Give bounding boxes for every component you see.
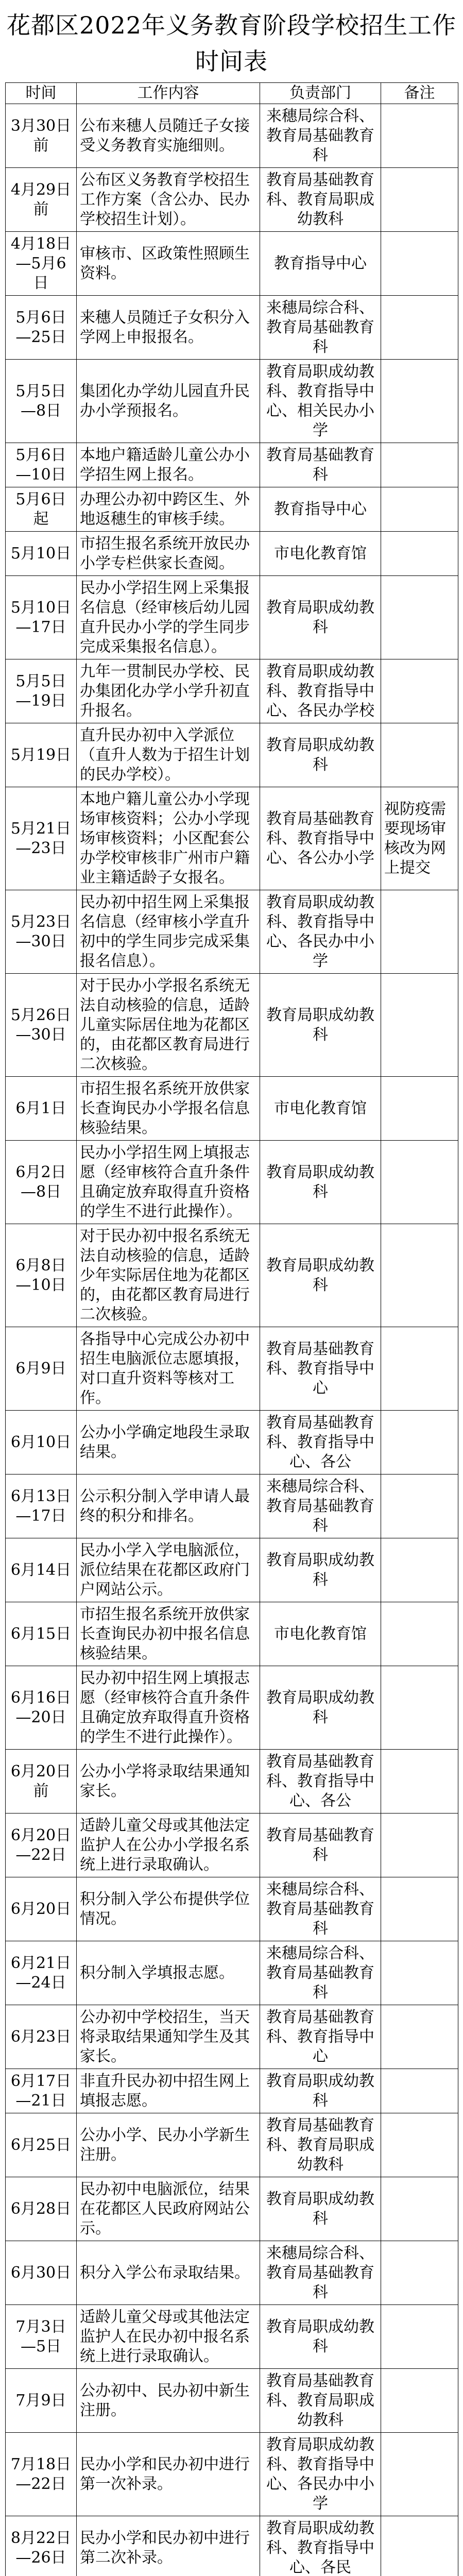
cell-remarks (381, 659, 458, 723)
table-row (6, 2369, 458, 2433)
cell-remarks (381, 1814, 458, 1877)
cell-time: 6月13日—17日 (6, 1475, 77, 1538)
cell-department: 教育局职成幼教科、教育指导中心、各民办中小学 (260, 2433, 381, 2516)
cell-time: 6月17日—21日 (6, 2069, 77, 2113)
cell-time: 5月6日起 (6, 487, 77, 532)
cell-remarks (381, 1538, 458, 1602)
table-row (6, 1475, 458, 1538)
table-row (6, 1602, 458, 1666)
cell-remarks (381, 1602, 458, 1666)
cell-remarks (381, 532, 458, 576)
cell-remarks (381, 1077, 458, 1141)
table-row (6, 659, 458, 723)
cell-time: 7月3日—5日 (6, 2305, 77, 2369)
cell-time: 6月20日前 (6, 1750, 77, 1814)
table-row (6, 2241, 458, 2305)
cell-work-content: 市招生报名系统开放供家长查询民办初中报名信息核验结果。 (77, 1602, 260, 1666)
table-row (6, 1141, 458, 1224)
cell-work-content: 公办初中学校招生，当天将录取结果通知学生及其家长。 (77, 2005, 260, 2069)
cell-time: 5月6日—10日 (6, 443, 77, 487)
cell-department: 教育局基础教育科、教育局职成幼教科 (260, 2369, 381, 2433)
cell-remarks (381, 168, 458, 232)
cell-remarks (381, 296, 458, 360)
column-header-content: 工作内容 (77, 83, 260, 104)
cell-department: 教育局基础教育科、教育指导中心、各公 (260, 1750, 381, 1814)
cell-remarks (381, 723, 458, 787)
cell-time: 6月9日 (6, 1327, 77, 1411)
cell-department: 教育局职成幼教科、教育指导中心、各民办中小学 (260, 890, 381, 974)
column-header-remarks: 备注 (381, 83, 458, 104)
cell-department: 教育指导中心 (260, 232, 381, 296)
cell-remarks (381, 1877, 458, 1941)
cell-time: 5月10日—17日 (6, 576, 77, 659)
table-row (6, 2113, 458, 2177)
cell-time: 6月10日 (6, 1411, 77, 1475)
cell-work-content: 民办初中电脑派位，结果在花都区人民政府网站公示。 (77, 2177, 260, 2241)
cell-remarks (381, 1750, 458, 1814)
cell-remarks (381, 890, 458, 974)
cell-department: 教育局基础教育科 (260, 1814, 381, 1877)
table-row (6, 532, 458, 576)
cell-department: 市电化教育馆 (260, 532, 381, 576)
cell-remarks (381, 974, 458, 1077)
cell-time: 4月18日—5月6日 (6, 232, 77, 296)
table-row (6, 723, 458, 787)
cell-work-content: 来穗人员随迁子女积分入学网上申报报名。 (77, 296, 260, 360)
cell-work-content: 民办小学和民办初中进行第一次补录。 (77, 2433, 260, 2516)
cell-department: 来穗局综合科、教育局基础教育科 (260, 296, 381, 360)
cell-time: 6月2日—8日 (6, 1141, 77, 1224)
cell-remarks (381, 2005, 458, 2069)
cell-time: 6月25日 (6, 2113, 77, 2177)
cell-remarks (381, 360, 458, 443)
cell-time: 6月8日—10日 (6, 1224, 77, 1327)
cell-time: 5月23日—30日 (6, 890, 77, 974)
cell-work-content: 本地户籍儿童公办小学现场审核资料；公办小学现场审核资料；小区配套公办学校审核非广州市户籍业主籍适龄子女报名。 (77, 787, 260, 890)
cell-work-content: 公布来穗人员随迁子女接受义务教育实施细则。 (77, 104, 260, 168)
cell-department: 教育局职成幼教科 (260, 576, 381, 659)
table-row (6, 487, 458, 532)
cell-time: 6月21日—24日 (6, 1941, 77, 2005)
table-row (6, 1411, 458, 1475)
cell-department: 教育局基础教育科、教育指导中心 (260, 2005, 381, 2069)
cell-time: 3月30日前 (6, 104, 77, 168)
cell-work-content: 集团化办学幼儿园直升民办小学预报名。 (77, 360, 260, 443)
cell-time: 7月18日—22日 (6, 2433, 77, 2516)
cell-work-content: 民办初中招生网上填报志愿（经审核符合直升条件且确定放弃取得直升资格的学生不进行此操作）。 (77, 1666, 260, 1750)
cell-time: 5月19日 (6, 723, 77, 787)
cell-time: 5月6日—25日 (6, 296, 77, 360)
table-row (6, 1814, 458, 1877)
cell-time: 5月21日—23日 (6, 787, 77, 890)
table-row (6, 890, 458, 974)
cell-department: 教育局职成幼教科 (260, 2069, 381, 2113)
table-row (6, 104, 458, 168)
cell-department: 教育局职成幼教科 (260, 1224, 381, 1327)
cell-remarks (381, 2516, 458, 2576)
cell-remarks (381, 1224, 458, 1327)
cell-remarks (381, 1141, 458, 1224)
cell-work-content: 公办初中、民办初中新生注册。 (77, 2369, 260, 2433)
cell-work-content: 办理公办初中跨区生、外地返穗生的审核手续。 (77, 487, 260, 532)
table-header-row (6, 83, 458, 104)
page-title: 花都区2022年义务教育阶段学校招生工作时间表 (6, 11, 457, 75)
table-row (6, 1666, 458, 1750)
schedule-table (5, 82, 458, 2576)
cell-remarks (381, 2369, 458, 2433)
cell-department: 教育指导中心 (260, 487, 381, 532)
cell-department: 教育局基础教育科、教育局职成幼教科 (260, 2113, 381, 2177)
column-header-department: 负责部门 (260, 83, 381, 104)
cell-remarks (381, 2241, 458, 2305)
table-row (6, 1224, 458, 1327)
table-row (6, 1327, 458, 1411)
cell-department: 市电化教育馆 (260, 1602, 381, 1666)
cell-work-content: 各指导中心完成公办初中招生电脑派位志愿填报，对口直升资料等核对工作。 (77, 1327, 260, 1411)
cell-work-content: 民办小学招生网上采集报名信息（经审核后幼儿园直升民办小学的学生同步完成采集报名信息）。 (77, 576, 260, 659)
cell-remarks (381, 443, 458, 487)
cell-work-content: 公办小学将录取结果通知家长。 (77, 1750, 260, 1814)
cell-work-content: 本地户籍适龄儿童公办小学招生网上报名。 (77, 443, 260, 487)
table-row (6, 974, 458, 1077)
cell-department: 来穗局综合科、教育局基础教育科 (260, 1941, 381, 2005)
cell-department: 教育局职成幼教科 (260, 2177, 381, 2241)
table-row (6, 232, 458, 296)
cell-work-content: 积分制入学公布提供学位情况。 (77, 1877, 260, 1941)
cell-department: 来穗局综合科、教育局基础教育科 (260, 1877, 381, 1941)
table-row (6, 2305, 458, 2369)
cell-remarks (381, 487, 458, 532)
cell-work-content: 适龄儿童父母或其他法定监护人在民办初中报名系统上进行录取确认。 (77, 2305, 260, 2369)
cell-department: 教育局职成幼教科 (260, 1141, 381, 1224)
table-row (6, 2516, 458, 2576)
table-row (6, 1750, 458, 1814)
cell-work-content: 对于民办初中报名系统无法自动核验的信息，适龄少年实际居住地为花都区的，由花都区教育局进行二次核验。 (77, 1224, 260, 1327)
cell-work-content: 适龄儿童父母或其他法定监护人在公办小学报名系统上进行录取确认。 (77, 1814, 260, 1877)
cell-remarks (381, 1941, 458, 2005)
cell-work-content: 直升民办初中入学派位（直升人数为于招生计划的民办学校）。 (77, 723, 260, 787)
cell-work-content: 对于民办小学报名系统无法自动核验的信息，适龄儿童实际居住地为花都区的，由花都区教育局进行二次核验。 (77, 974, 260, 1077)
cell-department: 教育局职成幼教科、教育指导中心、各民 (260, 2516, 381, 2576)
cell-department: 教育局职成幼教科 (260, 723, 381, 787)
cell-work-content: 积分入学公布录取结果。 (77, 2241, 260, 2305)
cell-remarks: 视防疫需要现场审核改为网上提交 (381, 787, 458, 890)
cell-remarks (381, 232, 458, 296)
cell-work-content: 九年一贯制民办学校、民办集团化办学小学升初直升报名。 (77, 659, 260, 723)
cell-work-content: 积分制入学填报志愿。 (77, 1941, 260, 2005)
cell-time: 5月10日 (6, 532, 77, 576)
cell-remarks (381, 2113, 458, 2177)
table-body (6, 104, 458, 2576)
cell-remarks (381, 2069, 458, 2113)
table-row (6, 296, 458, 360)
cell-time: 6月20日—22日 (6, 1814, 77, 1877)
cell-remarks (381, 1411, 458, 1475)
cell-time: 6月14日 (6, 1538, 77, 1602)
table-row (6, 2433, 458, 2516)
cell-remarks (381, 1666, 458, 1750)
cell-time: 5月26日—30日 (6, 974, 77, 1077)
cell-time: 4月29日前 (6, 168, 77, 232)
cell-remarks (381, 2433, 458, 2516)
table-row (6, 168, 458, 232)
table-row (6, 2005, 458, 2069)
cell-time: 6月20日 (6, 1877, 77, 1941)
cell-remarks (381, 2305, 458, 2369)
cell-time: 6月23日 (6, 2005, 77, 2069)
cell-remarks (381, 1475, 458, 1538)
table-row (6, 787, 458, 890)
cell-department: 教育局基础教育科、教育指导中心 (260, 1327, 381, 1411)
cell-work-content: 民办小学入学电脑派位，派位结果在花都区政府门户网站公示。 (77, 1538, 260, 1602)
cell-work-content: 公办小学确定地段生录取结果。 (77, 1411, 260, 1475)
cell-work-content: 市招生报名系统开放民办小学专栏供家长查阅。 (77, 532, 260, 576)
table-row (6, 2177, 458, 2241)
cell-department: 教育局职成幼教科、教育指导中心、相关民办小学 (260, 360, 381, 443)
cell-department: 市电化教育馆 (260, 1077, 381, 1141)
cell-work-content: 民办小学和民办初中进行第二次补录。 (77, 2516, 260, 2576)
cell-department: 教育局基础教育科、教育指导中心、各公 (260, 1411, 381, 1475)
cell-department: 教育局基础教育科、教育局职成幼教科 (260, 168, 381, 232)
table-row (6, 1941, 458, 2005)
cell-department: 教育局基础教育科、教育指导中心、各公办小学 (260, 787, 381, 890)
column-header-time: 时间 (6, 83, 77, 104)
table-row (6, 443, 458, 487)
cell-time: 8月22日—26日 (6, 2516, 77, 2576)
cell-time: 6月1日 (6, 1077, 77, 1141)
cell-work-content: 公布区义务教育学校招生工作方案（含公办、民办学校招生计划）。 (77, 168, 260, 232)
cell-remarks (381, 2177, 458, 2241)
cell-work-content: 非直升民办初中招生网上填报志愿。 (77, 2069, 260, 2113)
cell-time: 7月9日 (6, 2369, 77, 2433)
table-row (6, 1538, 458, 1602)
cell-remarks (381, 576, 458, 659)
cell-time: 6月16日—20日 (6, 1666, 77, 1750)
cell-department: 教育局职成幼教科 (260, 2305, 381, 2369)
table-row (6, 360, 458, 443)
cell-department: 来穗局综合科、教育局基础教育科 (260, 1475, 381, 1538)
cell-time: 5月5日—19日 (6, 659, 77, 723)
cell-work-content: 公示积分制入学申请人最终的积分和排名。 (77, 1475, 260, 1538)
table-row (6, 1077, 458, 1141)
cell-department: 来穗局综合科、教育局基础教育科 (260, 2241, 381, 2305)
cell-time: 6月15日 (6, 1602, 77, 1666)
cell-department: 教育局基础教育科 (260, 443, 381, 487)
cell-work-content: 民办小学招生网上填报志愿（经审核符合直升条件且确定放弃取得直升资格的学生不进行此操作）。 (77, 1141, 260, 1224)
table-row (6, 2069, 458, 2113)
cell-work-content: 公办小学、民办小学新生注册。 (77, 2113, 260, 2177)
cell-time: 5月5日—8日 (6, 360, 77, 443)
cell-work-content: 审核市、区政策性照顾生资料。 (77, 232, 260, 296)
cell-department: 教育局职成幼教科、教育指导中心、各民办学校 (260, 659, 381, 723)
cell-department: 教育局职成幼教科 (260, 1538, 381, 1602)
cell-department: 教育局职成幼教科 (260, 1666, 381, 1750)
cell-work-content: 市招生报名系统开放供家长查询民办小学报名信息核验结果。 (77, 1077, 260, 1141)
cell-remarks (381, 1327, 458, 1411)
cell-time: 6月28日 (6, 2177, 77, 2241)
cell-department: 来穗局综合科、教育局基础教育科 (260, 104, 381, 168)
cell-remarks (381, 104, 458, 168)
cell-department: 教育局职成幼教科 (260, 974, 381, 1077)
table-row (6, 1877, 458, 1941)
cell-work-content: 民办初中招生网上采集报名信息（经审核小学直升初中的学生同步完成采集报名信息）。 (77, 890, 260, 974)
table-row (6, 576, 458, 659)
cell-time: 6月30日 (6, 2241, 77, 2305)
